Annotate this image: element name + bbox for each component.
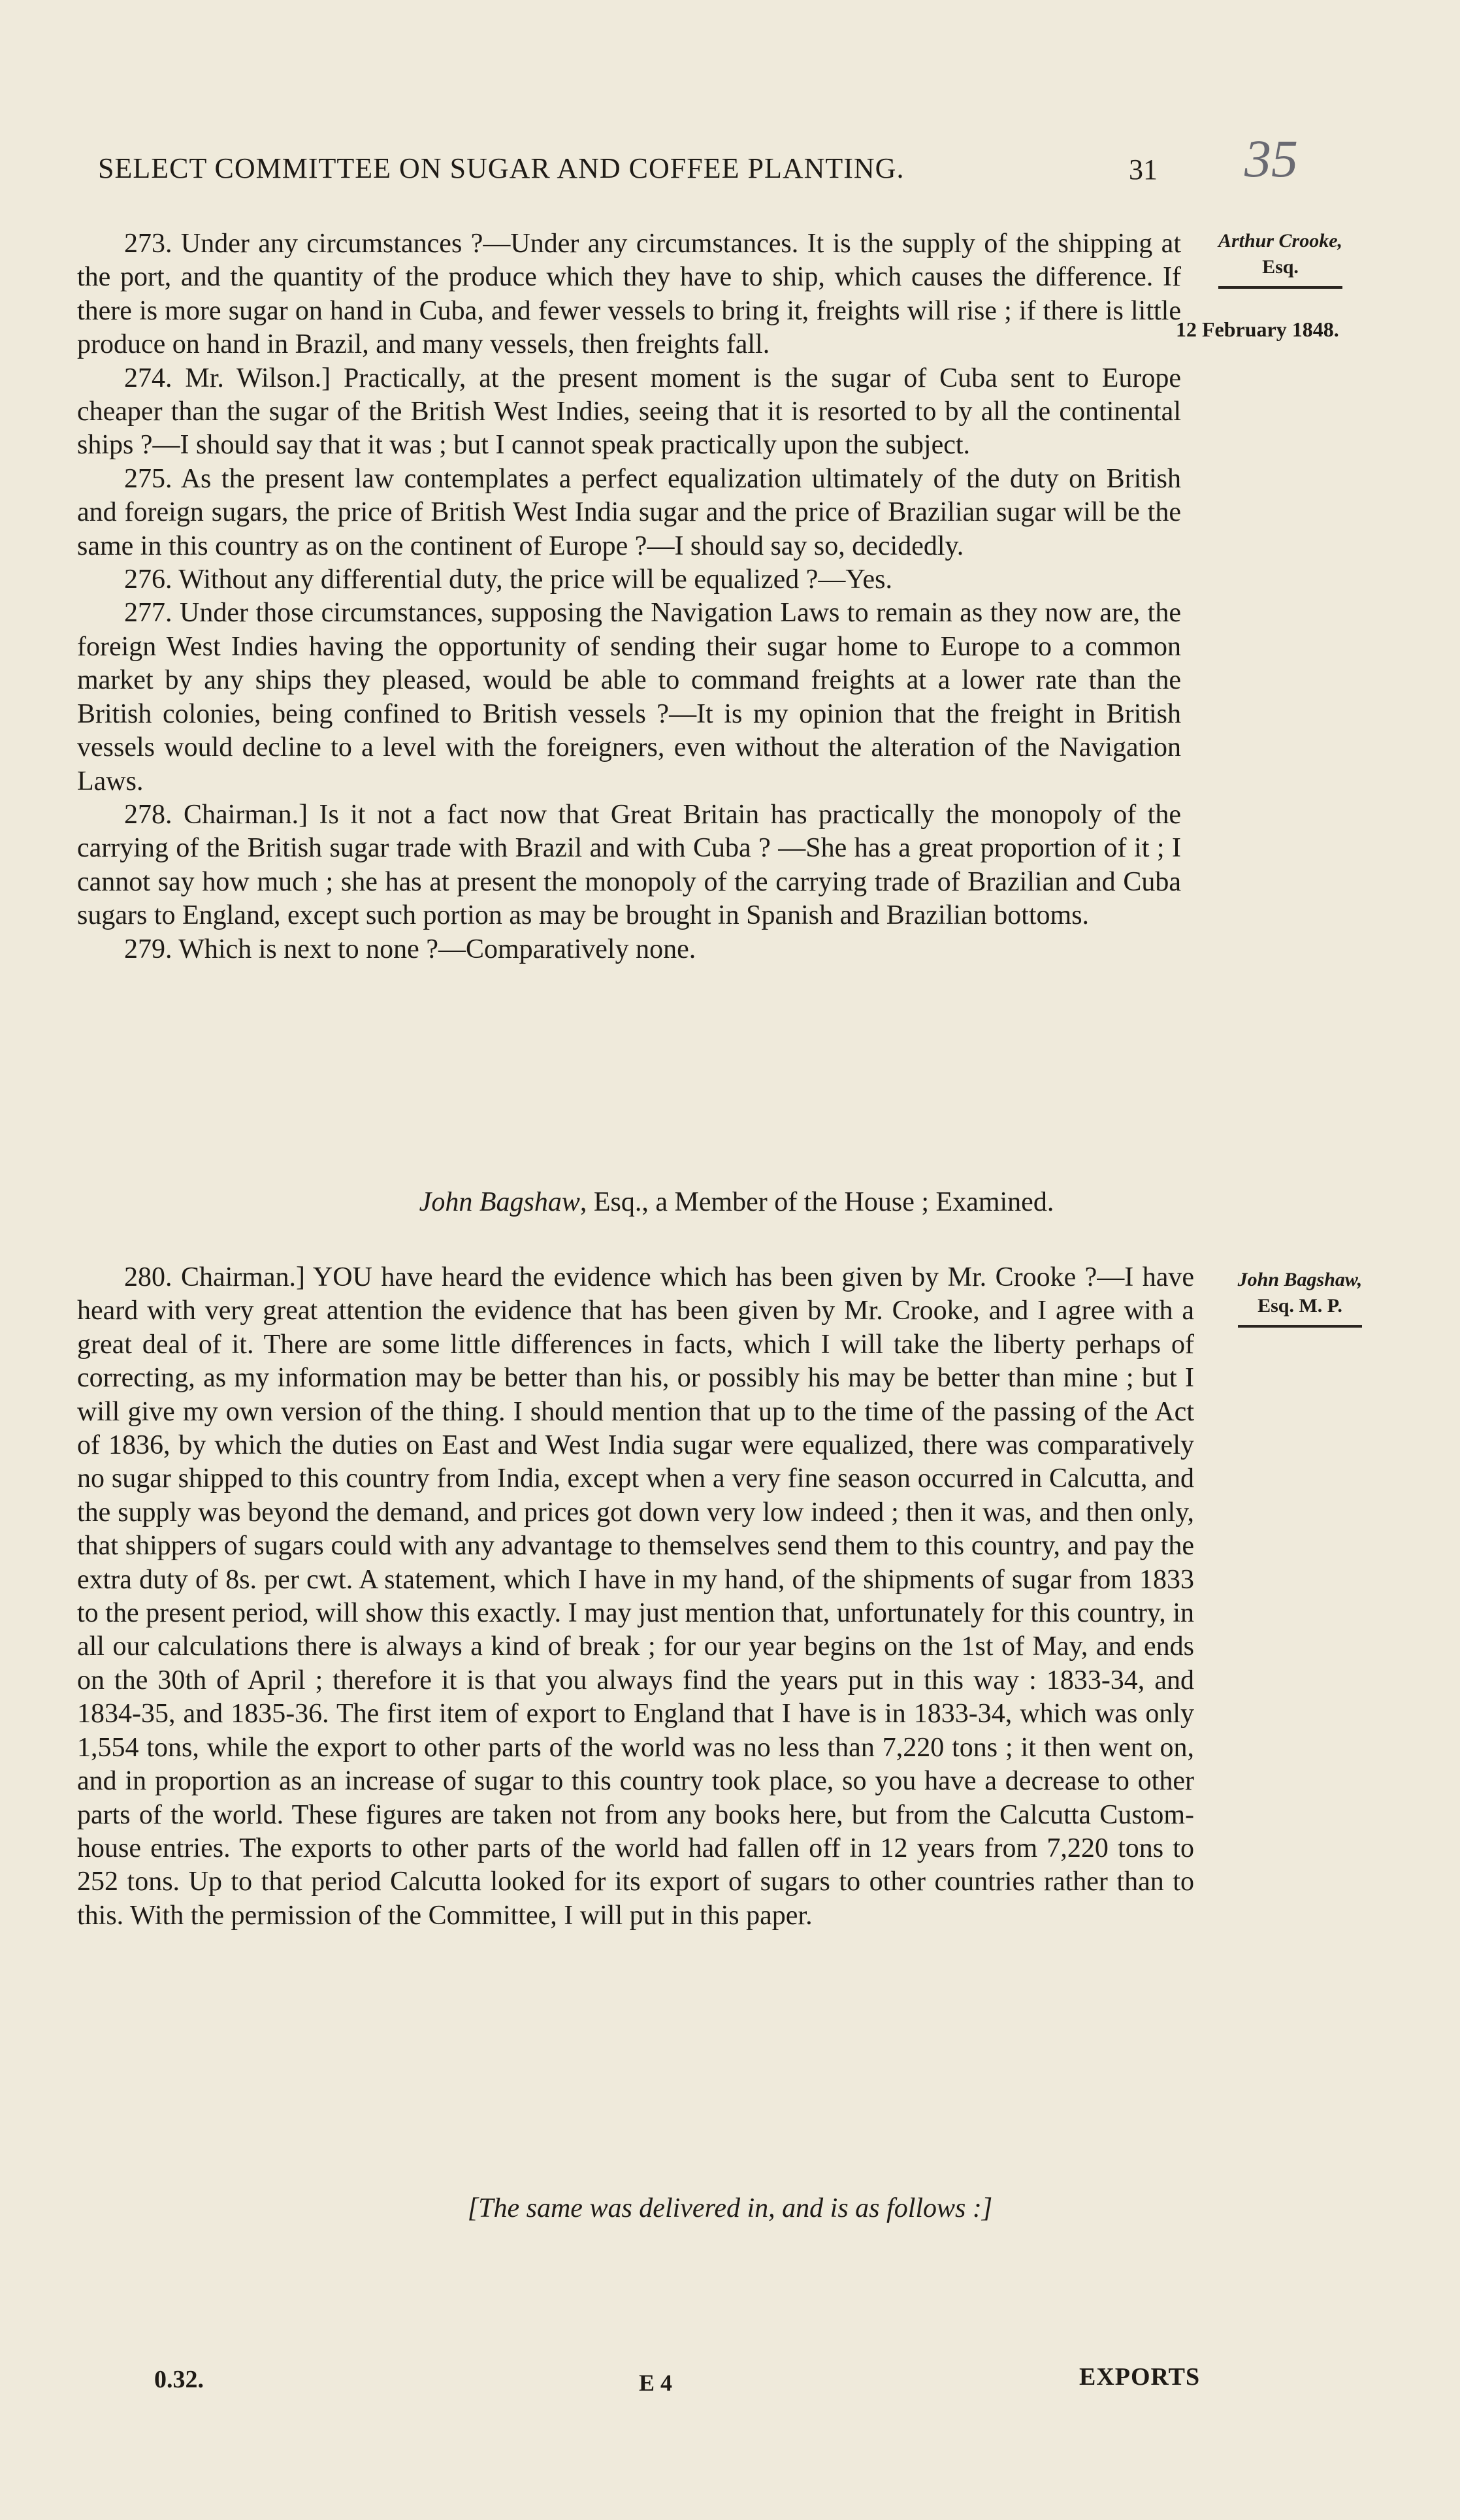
margin-witness-2-title: Esq. M. P. [1257, 1295, 1342, 1317]
margin-witness-1-name: Arthur Crooke, [1218, 230, 1343, 252]
margin-rule [1218, 286, 1342, 289]
margin-date: 12 February 1848. [1176, 318, 1339, 341]
paragraph-274: 274. Mr. Wilson.] Practically, at the present moment is the sugar of Cuba sent to Europe cheaper than the sugar of the British West Indies, seeing that it is resorted to by all the continental ships ?—I should say that it was ; but I cannot speak practically upon the subject. [77, 363, 1181, 461]
paragraph-277: 277. Under those circumstances, supposing the Navigation Laws to remain as they now are, the foreign West Indies having the opportunity of sending their sugar home to Europe to a common market by any ships they pleased, would be able to command freights at a lower rate than the British colonies, being confined to British vessels ?—It is my opinion that the freight in British vessels would decline to a level with the foreigners, even without the alteration of the Navigation Laws. [77, 598, 1181, 796]
paragraph-275: 275. As the present law contemplates a perfect equalization ultimately of the duty on British and foreign sugars, the price of British West India sugar and the price of Brazilian sugar will be the same in this country as on the continent of Europe ?—I should say so, decidedly. [77, 463, 1181, 561]
paragraph-276: 276. Without any differential duty, the price will be equalized ?—Yes. [124, 565, 892, 595]
witness-heading [0, 1186, 1460, 1218]
paragraph-273: 273. Under any circumstances ?—Under any circumstances. It is the supply of the shipping at the port, and the quantity of the produce which they have to ship, which causes the difference. If there is more sugar on hand in Cuba, and fewer vessels to bring it, freights will rise ; if there is little produce on hand in Brazil, and many vessels, then freights fall. [77, 229, 1181, 360]
evidence-section-1 [77, 227, 1181, 966]
margin-rule [1238, 1325, 1362, 1328]
paragraph-279: 279. Which is next to none ?—Comparatively none. [124, 934, 696, 964]
witness-heading-name: John Bagshaw [419, 1187, 580, 1217]
paragraph-278: 278. Chairman.] Is it not a fact now that Great Britain has practically the monopoly of the carrying of the British sugar trade with Brazil and with Cuba ? —She has a great proportion of it ; I cannot say how much ; she has at present the monopoly of the carrying trade of Brazilian and Cuba sugars to England, except such portion as may be brought in Spanish and Brazilian bottoms. [77, 799, 1181, 931]
footer-catchword: EXPORTS [1079, 2363, 1201, 2391]
handwritten-folio-number: 35 [1244, 129, 1298, 188]
page-number: 31 [1129, 154, 1158, 186]
margin-note-witness-2 [1212, 1269, 1388, 1328]
footer-paper-number: 0.32. [154, 2366, 204, 2393]
margin-witness-2-name: John Bagshaw, [1237, 1269, 1363, 1290]
delivered-note: [The same was delivered in, and is as follows :] [467, 2193, 993, 2223]
running-header-title: SELECT COMMITTEE ON SUGAR AND COFFEE PLANTING. [98, 152, 905, 184]
footer-signature-mark: E 4 [639, 2370, 673, 2396]
paragraph-280: 280. Chairman.] YOU have heard the evidence which has been given by Mr. Crooke ?—I have heard with very great attention the evidence that has been given by Mr. Crooke, and I agree with a great deal of it. There are some little differences in facts, which I will take the liberty perhaps of correcting, as my information may be better than his, or possibly his may be better than mine ; but I will give my own version of the thing. I should mention that up to the time of the passing of the Act of 1836, by which the duties on East and West India sugar were equalized, there was comparatively no sugar shipped to this country from India, except when a very fine season occurred in Calcutta, and the supply was beyond the demand, and prices got down very low indeed ; then it was, and then only, that shippers of sugars could with any advantage to themselves send them to this country, and pay the extra duty of 8s. per cwt. A statement, which I have in my hand, of the shipments of sugar from 1833 to the present period, will show this exactly. I may just mention that, unfortunately for this country, in all our calculations there is always a kind of break ; for our year begins on the 1st of May, and ends on the 30th of April ; therefore it is that you always find the years put in this way : 1833-34, and 1834-35, and 1835-36. The first item of export to England that I have is in 1833-34, which was only 1,554 tons, while the export to other parts of the world was no less than 7,220 tons ; it then went on, and in proportion as an increase of sugar to this country took place, so you have a decrease to other parts of the world. These figures are taken not from any books here, but from the Calcutta Custom-house entries. The exports to other parts of the world had fallen off in 12 years from 7,220 tons to 252 tons. Up to that period Calcutta looked for its export of sugars to other countries rather than to this. With the permission of the Committee, I will put in this paper. [77, 1262, 1194, 1931]
margin-note-witness-1 [1192, 230, 1369, 289]
witness-heading-rest: , Esq., a Member of the House ; Examined. [579, 1187, 1054, 1217]
margin-witness-1-title: Esq. [1262, 256, 1299, 278]
evidence-section-2 [77, 1261, 1194, 1933]
